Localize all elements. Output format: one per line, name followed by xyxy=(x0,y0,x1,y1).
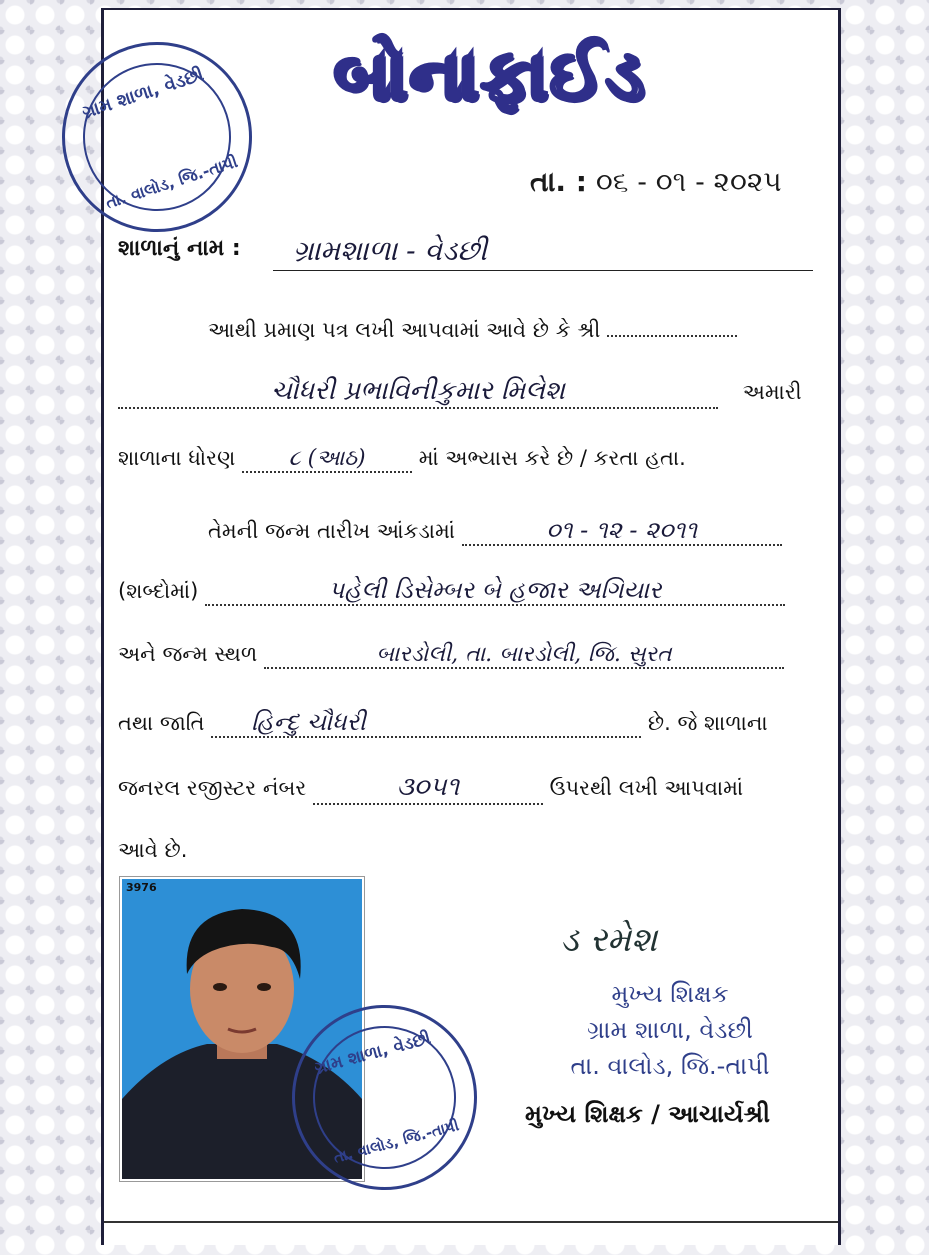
dob-field xyxy=(462,516,782,546)
dob-value: ૦૧ - ૧૨ - ૨૦૧૧ xyxy=(546,516,698,544)
standard-suffix: માં અભ્યાસ કરે છે / કરતા હતા. xyxy=(418,446,686,470)
stamp-bottom-line2: તા. વાલોડ, જિ.-તાપી xyxy=(331,1116,461,1167)
date-value: ૦૬ - ૦૧ - ૨૦૨૫ xyxy=(595,165,782,198)
standard-line xyxy=(118,446,686,473)
page-title: બોનાફાઈડ xyxy=(333,34,647,116)
dob-line xyxy=(208,516,782,546)
closing-line: આવે છે. xyxy=(118,838,188,862)
school-name-value: ગ્રામશાળા - વેડછી xyxy=(293,234,487,267)
stamp-top-line2: તા. વાલોડ, જિ.-તાપી xyxy=(103,151,241,213)
signature-scribble: ડ રમેશ xyxy=(560,920,658,960)
school-name-label: શાળાનું નામ : xyxy=(118,236,241,261)
intro-text: આથી પ્રમાણ પત્ર લખી આપવામાં આવે છે કે શ્રી xyxy=(208,318,601,342)
student-name-value: ચૌધરી પ્રભાવિનીકુમાર મિલેશ xyxy=(271,376,565,406)
bottom-divider xyxy=(104,1221,838,1223)
date-row xyxy=(530,165,782,199)
birthplace-field xyxy=(264,642,784,669)
student-name-line xyxy=(118,376,802,409)
standard-field xyxy=(242,446,412,473)
words-prefix: (શબ્દોમાં) xyxy=(118,579,199,603)
stamp-top-line1: ગ્રામ શાળા, વેડછી xyxy=(79,64,207,124)
register-value: ૩૦૫૧ xyxy=(396,772,460,802)
school-name-field xyxy=(273,232,813,271)
dob-words-line xyxy=(118,576,785,606)
signatory-title: મુખ્ય શિક્ષક / આચાર્યશ્રી xyxy=(525,1100,770,1128)
register-line xyxy=(118,772,743,805)
dob-words-value: પહેલી ડિસેમ્બર બે હજાર અગિયાર xyxy=(328,576,662,604)
signature-line3: તા. વાલોડ, જિ.-તાપી xyxy=(570,1052,770,1080)
signature-line1: મુખ્ય શિક્ષક xyxy=(611,980,729,1008)
signature-line2: ગ્રામ શાળા, વેડછી xyxy=(587,1016,753,1044)
caste-line xyxy=(118,708,768,738)
register-suffix: ઉપરથી લખી આપવામાં xyxy=(549,776,744,800)
dotted-fill xyxy=(607,335,737,337)
intro-line xyxy=(208,318,737,343)
photo-number: 3976 xyxy=(126,881,157,894)
student-name-field xyxy=(118,376,718,409)
date-label: તા. : xyxy=(530,165,588,198)
caste-prefix: તથા જાતિ xyxy=(118,711,205,735)
birthplace-value: બારડોલી, તા. બારડોલી, જિ. સુરત xyxy=(376,642,672,667)
caste-value: હિન્દુ ચૌધરી xyxy=(251,708,366,736)
caste-suffix: છે. જે શાળાના xyxy=(647,711,768,735)
standard-prefix: શાળાના ધોરણ xyxy=(118,446,236,470)
standard-value: ૮ (આઠ) xyxy=(288,446,366,471)
dob-prefix: તેમની જન્મ તારીખ આંકડામાં xyxy=(208,519,456,543)
birthplace-prefix: અને જન્મ સ્થળ xyxy=(118,642,258,666)
stamp-bottom-line1: ગ્રામ શાળા, વેડછી xyxy=(312,1028,434,1079)
line2-suffix: અમારી xyxy=(742,380,802,404)
register-field xyxy=(313,772,543,805)
register-prefix: જનરલ રજીસ્ટર નંબર xyxy=(118,776,307,800)
caste-field xyxy=(211,708,641,738)
birthplace-line xyxy=(118,642,784,669)
dob-words-field xyxy=(205,576,785,606)
